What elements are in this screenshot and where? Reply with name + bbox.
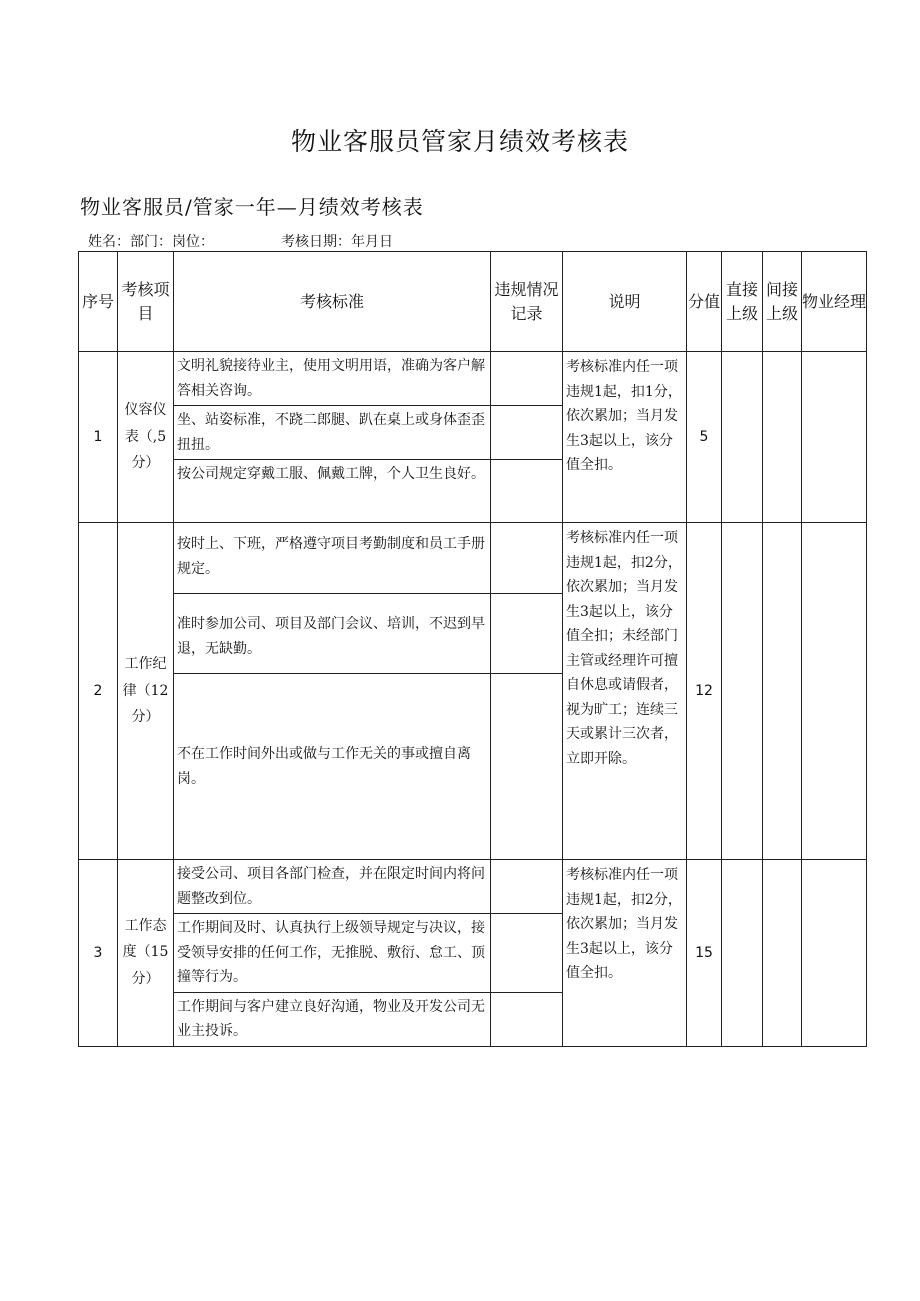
violation-cell[interactable] bbox=[491, 594, 563, 674]
standard-text: 坐、站姿标准，不跷二郎腿、趴在桌上或身体歪歪扭扭。 bbox=[174, 406, 491, 460]
header-score: 分值 bbox=[687, 252, 722, 352]
header-manager: 物业经理 bbox=[802, 252, 867, 352]
header-direct-superior: 直接上级 bbox=[722, 252, 763, 352]
standard-text: 工作期间与客户建立良好沟通，物业及开发公司无业主投诉。 bbox=[174, 992, 491, 1046]
violation-cell[interactable] bbox=[491, 352, 563, 406]
indirect-superior-score-cell[interactable] bbox=[763, 860, 802, 1047]
standard-text: 工作期间及时、认真执行上级领导规定与决议，接受领导安排的任何工作，无推脱、敷衍、怠工、顶撞等行为。 bbox=[174, 914, 491, 993]
standard-text: 不在工作时间外出或做与工作无关的事或擅自离岗。 bbox=[174, 674, 491, 860]
header-violation: 违规情况记录 bbox=[491, 252, 563, 352]
review-date-line: 考核日期：年月日 bbox=[281, 234, 393, 250]
standard-text: 文明礼貌接待业主，使用文明用语，准确为客户解答相关咨询。 bbox=[174, 352, 491, 406]
form-subtitle: 物业客服员/管家一年—月绩效考核表 bbox=[80, 195, 424, 219]
page-title: 物业客服员管家月绩效考核表 bbox=[290, 127, 629, 156]
assessment-table bbox=[78, 251, 867, 1047]
violation-cell[interactable] bbox=[491, 460, 563, 523]
direct-superior-score-cell[interactable] bbox=[722, 352, 763, 523]
manager-score-cell[interactable] bbox=[802, 860, 867, 1047]
indirect-superior-score-cell[interactable] bbox=[763, 352, 802, 523]
violation-cell[interactable] bbox=[491, 914, 563, 993]
standard-text: 按时上、下班，严格遵守项目考勤制度和员工手册规定。 bbox=[174, 523, 491, 594]
indirect-superior-score-cell[interactable] bbox=[763, 523, 802, 860]
direct-superior-score-cell[interactable] bbox=[722, 860, 763, 1047]
header-indirect-superior: 间接上级 bbox=[763, 252, 802, 352]
violation-cell[interactable] bbox=[491, 523, 563, 594]
violation-cell[interactable] bbox=[491, 992, 563, 1046]
section-number: 2 bbox=[79, 523, 118, 860]
section-number: 3 bbox=[79, 860, 118, 1047]
score-value: 15 bbox=[687, 860, 722, 1047]
section-item: 工作态度（15分） bbox=[118, 860, 174, 1047]
header-row bbox=[79, 252, 867, 352]
explanation-text: 考核标准内任一项违规1起，扣1分，依次累加；当月发生3起以上，该分值全扣。 bbox=[563, 352, 687, 523]
section-number: 1 bbox=[79, 352, 118, 523]
violation-cell[interactable] bbox=[491, 674, 563, 860]
explanation-text: 考核标准内任一项违规1起，扣2分，依次累加；当月发生3起以上，该分值全扣。 bbox=[563, 860, 687, 1047]
header-explanation: 说明 bbox=[563, 252, 687, 352]
violation-cell[interactable] bbox=[491, 406, 563, 460]
explanation-text: 考核标准内任一项违规1起，扣2分，依次累加；当月发生3起以上，该分值全扣；未经部门主管或经理许可擅自休息或请假者，视为旷工；连续三天或累计三次者，立即开除。 bbox=[563, 523, 687, 860]
table-row bbox=[79, 352, 867, 406]
table-row bbox=[79, 523, 867, 594]
header-standard: 考核标准 bbox=[174, 252, 491, 352]
direct-superior-score-cell[interactable] bbox=[722, 523, 763, 860]
header-item: 考核项目 bbox=[118, 252, 174, 352]
section-item: 仪容仪表（,5分） bbox=[118, 352, 174, 523]
manager-score-cell[interactable] bbox=[802, 523, 867, 860]
section-item: 工作纪律（12分） bbox=[118, 523, 174, 860]
standard-text: 接受公司、项目各部门检查，并在限定时间内将问题整改到位。 bbox=[174, 860, 491, 914]
header-no: 序号 bbox=[79, 252, 118, 352]
table-row bbox=[79, 860, 867, 914]
manager-score-cell[interactable] bbox=[802, 352, 867, 523]
employee-info-line: 姓名：部门：岗位： bbox=[88, 234, 214, 250]
standard-text: 准时参加公司、项目及部门会议、培训，不迟到早退，无缺勤。 bbox=[174, 594, 491, 674]
violation-cell[interactable] bbox=[491, 860, 563, 914]
score-value: 5 bbox=[687, 352, 722, 523]
score-value: 12 bbox=[687, 523, 722, 860]
standard-text: 按公司规定穿戴工服、佩戴工牌，个人卫生良好。 bbox=[174, 460, 491, 523]
